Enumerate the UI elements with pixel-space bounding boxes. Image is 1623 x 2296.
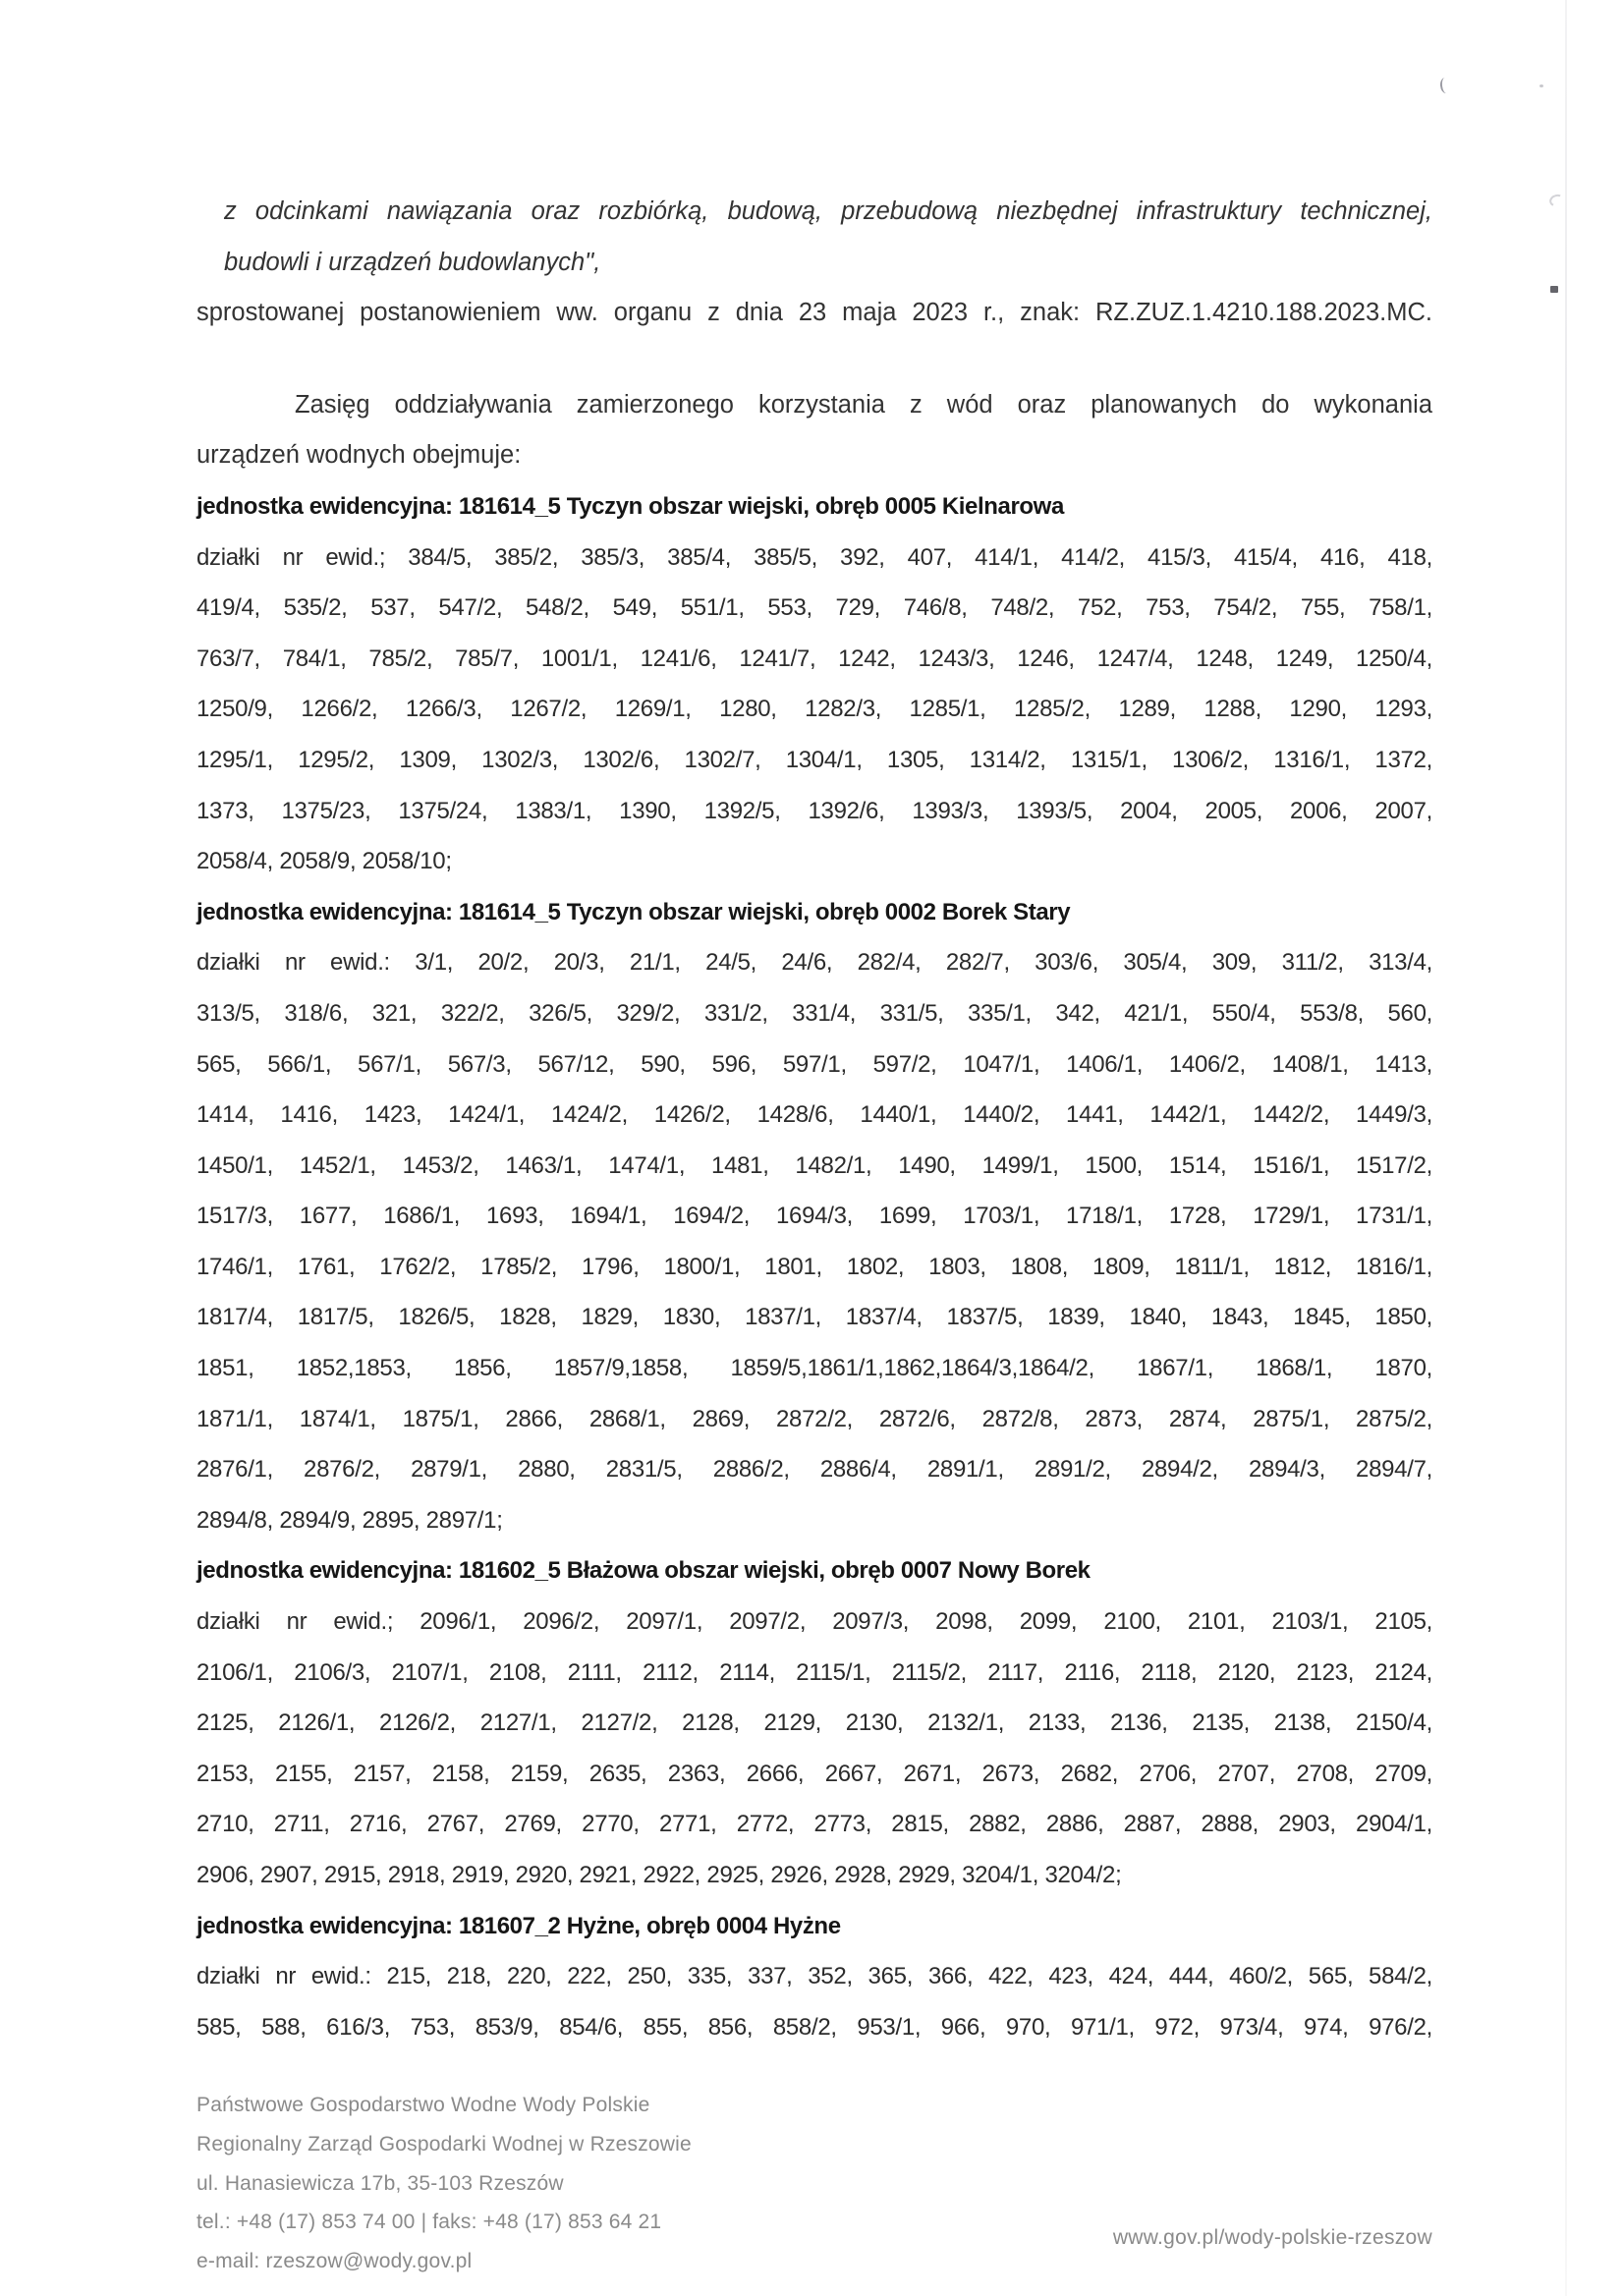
parcel-line: 1817/4, 1817/5, 1826/5, 1828, 1829, 1830, 1837/1, 1837/4, 1837/5, 1839, 1840, 1843, 1845, 1850, bbox=[196, 1304, 1432, 1331]
parcel-line: 1295/1, 1295/2, 1309, 1302/3, 1302/6, 1302/7, 1304/1, 1305, 1314/2, 1315/1, 1306/2, 1316/1, 1372, bbox=[196, 746, 1432, 773]
scan-artifact-dot bbox=[1550, 286, 1558, 293]
parcel-line: 1373, 1375/23, 1375/24, 1383/1, 1390, 1392/5, 1392/6, 1393/3, 1393/5, 2004, 2005, 2006, 2007, bbox=[196, 797, 1432, 824]
footer-org-branch: Regionalny Zarząd Gospodarki Wodnej w Rzeszowie bbox=[196, 2132, 692, 2156]
parcel-line: 1250/9, 1266/2, 1266/3, 1267/2, 1269/1, 1280, 1282/3, 1285/1, 1285/2, 1289, 1288, 1290, 1293, bbox=[196, 696, 1432, 723]
parcel-line: 313/5, 318/6, 321, 322/2, 326/5, 329/2, 331/2, 331/4, 331/5, 335/1, 342, 421/1, 550/4, 553/8, 560, bbox=[196, 999, 1432, 1027]
correction-reference-line: sprostowanej postanowieniem ww. organu z dnia 23 maja 2023 r., znak: RZ.ZUZ.1.4210.188.2023.MC. bbox=[196, 299, 1432, 327]
parcel-line: 2125, 2126/1, 2126/2, 2127/1, 2127/2, 2128, 2129, 2130, 2132/1, 2133, 2136, 2135, 2138, 2150/4, bbox=[196, 1709, 1432, 1737]
footer-website: www.gov.pl/wody-polskie-rzeszow bbox=[1112, 2226, 1432, 2249]
footer-address: ul. Hanasiewicza 17b, 35-103 Rzeszów bbox=[196, 2171, 564, 2195]
parcel-line: działki nr ewid.; 384/5, 385/2, 385/3, 385/4, 385/5, 392, 407, 414/1, 414/2, 415/3, 415/4, 416, 418, bbox=[196, 543, 1432, 571]
parcel-line: 2106/1, 2106/3, 2107/1, 2108, 2111, 2112, 2114, 2115/1, 2115/2, 2117, 2116, 2118, 2120, 2123, 2124, bbox=[196, 1658, 1432, 1686]
parcel-line: 1517/3, 1677, 1686/1, 1693, 1694/1, 1694/2, 1694/3, 1699, 1703/1, 1718/1, 1728, 1729/1, 1731/1, bbox=[196, 1203, 1432, 1230]
scan-artifact-vertical-line bbox=[1565, 0, 1567, 2296]
parcel-line: 585, 588, 616/3, 753, 853/9, 854/6, 855, 856, 858/2, 953/1, 966, 970, 971/1, 972, 973/4, 974, 976/2, bbox=[196, 2013, 1432, 2041]
unit-heading-borek-stary: jednostka ewidencyjna: 181614_5 Tyczyn obszar wiejski, obręb 0002 Borek Stary bbox=[196, 898, 1071, 925]
footer-email: e-mail: rzeszow@wody.gov.pl bbox=[196, 2250, 473, 2273]
parcel-line: działki nr ewid.: 215, 218, 220, 222, 250, 335, 337, 352, 365, 366, 422, 423, 424, 444, 460/2, 565, 584/2, bbox=[196, 1963, 1432, 1990]
unit-heading-kielnarowa: jednostka ewidencyjna: 181614_5 Tyczyn obszar wiejski, obręb 0005 Kielnarowa bbox=[196, 492, 1064, 520]
document-body bbox=[196, 187, 1432, 2052]
parcel-line: 1450/1, 1452/1, 1453/2, 1463/1, 1474/1, 1481, 1482/1, 1490, 1499/1, 1500, 1514, 1516/1, 1517/2, bbox=[196, 1151, 1432, 1179]
parcel-line: działki nr ewid.; 2096/1, 2096/2, 2097/1, 2097/2, 2097/3, 2098, 2099, 2100, 2101, 2103/1, 2105, bbox=[196, 1608, 1432, 1636]
parcel-line: 2710, 2711, 2716, 2767, 2769, 2770, 2771, 2772, 2773, 2815, 2882, 2886, 2887, 2888, 2903, 2904/1, bbox=[196, 1811, 1432, 1838]
unit-heading-nowy-borek: jednostka ewidencyjna: 181602_5 Błażowa obszar wiejski, obręb 0007 Nowy Borek bbox=[196, 1557, 1091, 1585]
scan-artifact-squiggle bbox=[1548, 193, 1566, 208]
parcel-line: 2058/4, 2058/9, 2058/10; bbox=[196, 848, 452, 875]
scan-artifact-paren-mark bbox=[1439, 77, 1452, 93]
footer bbox=[196, 2086, 1081, 2281]
parcel-line: 1851, 1852,1853, 1856, 1857/9,1858, 1859/5,1861/1,1862,1864/3,1864/2, 1867/1, 1868/1, 1870, bbox=[196, 1355, 1432, 1382]
paragraph-line: urządzeń wodnych obejmuje: bbox=[196, 441, 522, 470]
parcel-line: 2876/1, 2876/2, 2879/1, 2880, 2831/5, 2886/2, 2886/4, 2891/1, 2891/2, 2894/2, 2894/3, 2894/7, bbox=[196, 1456, 1432, 1484]
unit-heading-hyzne: jednostka ewidencyjna: 181607_2 Hyżne, obręb 0004 Hyżne bbox=[196, 1912, 841, 1939]
parcel-line: 419/4, 535/2, 537, 547/2, 548/2, 549, 551/1, 553, 729, 746/8, 748/2, 752, 753, 754/2, 755, 758/1, bbox=[196, 594, 1432, 622]
footer-phone-fax: tel.: +48 (17) 853 74 00 | faks: +48 (17) 853 64 21 bbox=[196, 2211, 662, 2234]
parcel-line: 565, 566/1, 567/1, 567/3, 567/12, 590, 596, 597/1, 597/2, 1047/1, 1406/1, 1406/2, 1408/1, 1413, bbox=[196, 1050, 1432, 1078]
parcel-line: 763/7, 784/1, 785/2, 785/7, 1001/1, 1241/6, 1241/7, 1242, 1243/3, 1246, 1247/4, 1248, 1249, 1250/4, bbox=[196, 644, 1432, 672]
paragraph-line: Zasięg oddziaływania zamierzonego korzystania z wód oraz planowanych do wykonania bbox=[295, 390, 1432, 419]
footer-org-name: Państwowe Gospodarstwo Wodne Wody Polskie bbox=[196, 2094, 650, 2116]
scan-artifact-speck bbox=[1539, 84, 1543, 87]
parcel-line: 2894/8, 2894/9, 2895, 2897/1; bbox=[196, 1506, 503, 1534]
parcel-line: 2153, 2155, 2157, 2158, 2159, 2635, 2363, 2666, 2667, 2671, 2673, 2682, 2706, 2707, 2708, 2709, bbox=[196, 1760, 1432, 1787]
quoted-project-line: z odcinkami nawiązania oraz rozbiórką, budową, przebudową niezbędnej infrastruktury technicznej, bbox=[224, 197, 1432, 225]
parcel-line: 1871/1, 1874/1, 1875/1, 2866, 2868/1, 2869, 2872/2, 2872/6, 2872/8, 2873, 2874, 2875/1, 2875/2, bbox=[196, 1405, 1432, 1432]
parcel-line: 1414, 1416, 1423, 1424/1, 1424/2, 1426/2, 1428/6, 1440/1, 1440/2, 1441, 1442/1, 1442/2, 1449/3, bbox=[196, 1101, 1432, 1129]
quoted-project-line: budowli i urządzeń budowlanych", bbox=[224, 248, 601, 276]
parcel-line: działki nr ewid.: 3/1, 20/2, 20/3, 21/1, 24/5, 24/6, 282/4, 282/7, 303/6, 305/4, 309, 311/2, 313/4, bbox=[196, 949, 1432, 977]
parcel-line: 2906, 2907, 2915, 2918, 2919, 2920, 2921, 2922, 2925, 2926, 2928, 2929, 3204/1, 3204/2; bbox=[196, 1862, 1122, 1888]
parcel-line: 1746/1, 1761, 1762/2, 1785/2, 1796, 1800/1, 1801, 1802, 1803, 1808, 1809, 1811/1, 1812, 1816/1, bbox=[196, 1253, 1432, 1280]
